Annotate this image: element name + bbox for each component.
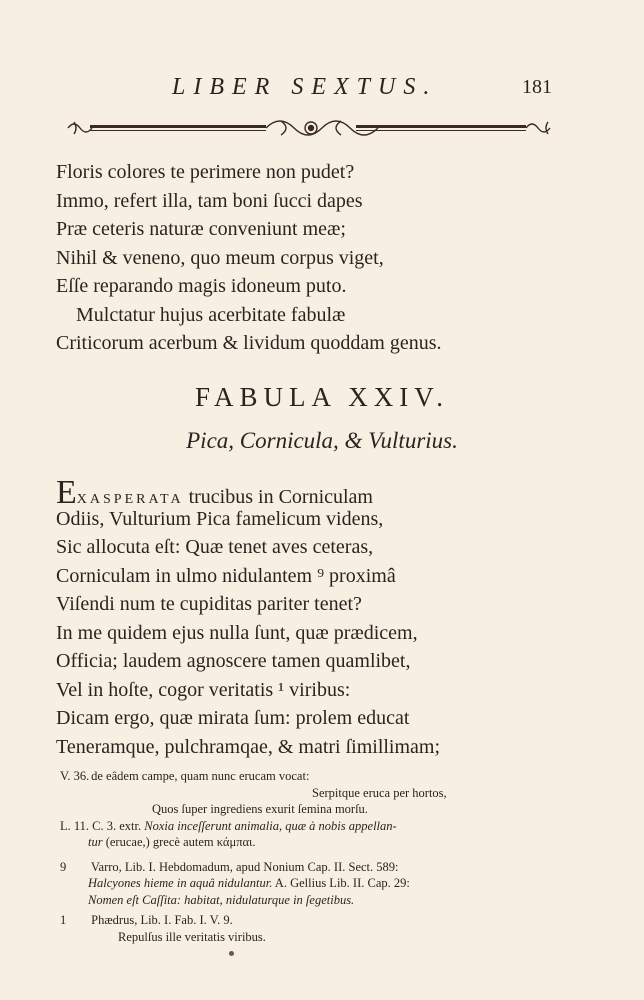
verse-line: Immo, refert illa, tam boni ſucci dapes <box>56 189 363 212</box>
verse-block-top <box>56 158 442 358</box>
verse-line-first <box>56 474 440 511</box>
footnote-text: (erucae,) grecè autem κάμπαι. <box>105 835 256 849</box>
footnote-ref: L. 11. C. 3. extr. <box>60 818 142 833</box>
footnote <box>60 912 580 929</box>
footnotes <box>60 768 580 945</box>
footnote-ref: 9 <box>60 859 67 874</box>
footnote-ref: 1 <box>60 913 67 927</box>
footnote-continuation <box>60 875 580 892</box>
footnote-continuation: Nomen eſt Caſſita: habitat, nidulaturque in ſegetibus. <box>88 892 355 907</box>
ornamental-rule <box>66 112 556 144</box>
fable-subtitle: Pica, Cornicula, & Vulturius. <box>186 428 458 453</box>
verse-line: Mulctatur hujus acerbitate fabulæ <box>76 303 346 326</box>
footnote-quote: Quos ſuper ingrediens exurit ſemina morſu. <box>152 802 368 816</box>
footnote <box>60 768 580 785</box>
verse-line: Sic allocuta eſt: Quæ tenet aves ceteras, <box>56 536 374 558</box>
verse-line: Dicam ergo, quæ mirata ſum: prolem educat <box>56 707 410 729</box>
footnote-text: Varro, Lib. I. Hebdomadum, apud Nonium Cap. II. Sect. 589: <box>90 859 399 874</box>
verse-line: Nihil & veneno, quo meum corpus viget, <box>56 246 384 269</box>
footnote-text: Halcyones hieme in aquâ nidulantur. <box>88 876 273 890</box>
verse-line: Floris colores te perimere non pudet? <box>56 161 355 183</box>
footnote-text: tur <box>88 835 103 849</box>
running-head <box>0 74 644 104</box>
verse-line: Eſſe reparando magis idoneum puto. <box>56 275 347 297</box>
footnote-text: de eâdem campe, quam nunc erucam vocat: <box>91 769 310 783</box>
printer-mark <box>229 951 234 956</box>
footnote <box>60 859 580 876</box>
verse-line: Teneramque, pulchramqae, & matri ſimillimam; <box>56 735 441 758</box>
verse-line: Vel in hoſte, cogor veritatis ¹ viribus: <box>56 678 351 701</box>
footnote-continuation <box>60 834 580 851</box>
verse-line: Officia; laudem agnoscere tamen quamlibet, <box>56 650 411 672</box>
footnote-text: Noxia inceſſerunt animalia, quæ à nobis appellan- <box>144 818 397 833</box>
running-title: LIBER SEXTUS. <box>172 74 438 100</box>
verse-line: In me quidem ejus nulla ſunt, quæ prædicem, <box>56 621 418 644</box>
footnote-text: Phædrus, Lib. I. Fab. I. V. 9. <box>91 913 233 927</box>
verse-block-fable <box>56 476 440 761</box>
footnote-quote: Serpitque eruca per hortos, <box>312 785 447 800</box>
first-line-rest: trucibus in Corniculam <box>188 486 373 508</box>
verse-line: Præ ceteris naturæ conveniunt meæ; <box>56 218 346 240</box>
verse-line: Viſendi num te cupiditas pariter tenet? <box>56 593 362 615</box>
footnote-quote: Repulſus ille veritatis viribus. <box>118 929 266 944</box>
first-word-smallcaps: XASPERATA <box>76 492 184 507</box>
initial-letter: E <box>56 474 77 511</box>
verse-line: Odiis, Vulturium Pica famelicum videns, <box>56 507 384 530</box>
fable-title: FABULA XXIV. <box>194 382 450 412</box>
footnote <box>60 818 580 835</box>
footnote-text: A. Gellius Lib. II. Cap. 29: <box>274 876 410 890</box>
page-number: 181 <box>522 76 552 98</box>
verse-line: Corniculam in ulmo nidulantem ⁹ proximâ <box>56 564 396 587</box>
footnote-ref: V. 36. <box>60 769 90 783</box>
verse-line: Criticorum acerbum & lividum quoddam genus. <box>56 332 442 354</box>
